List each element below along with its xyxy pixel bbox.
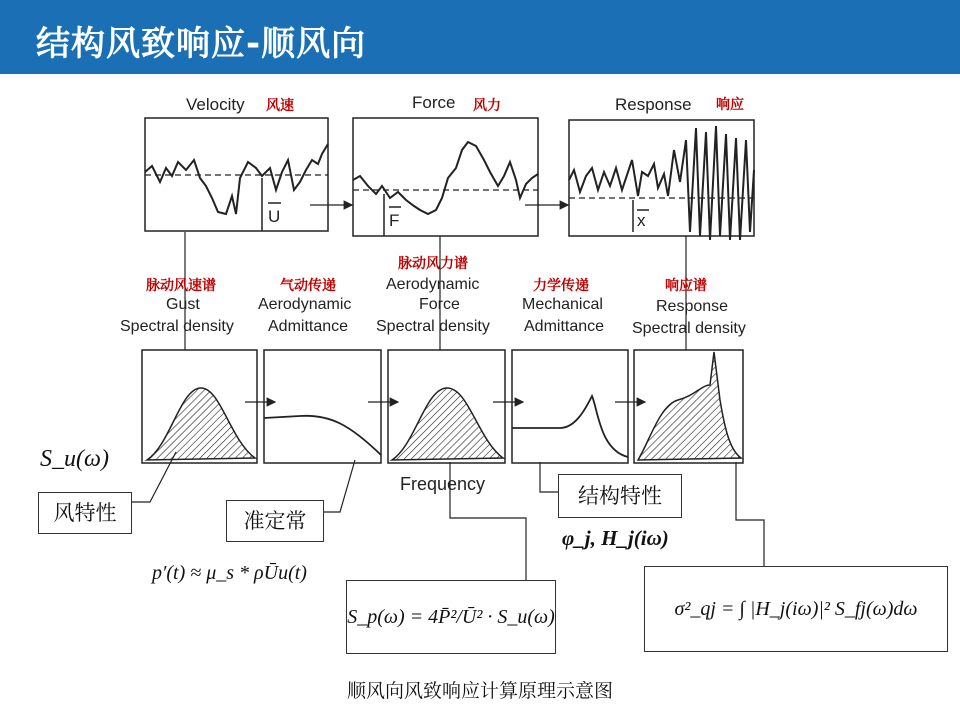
structure-characteristic-box: 结构特性 bbox=[558, 474, 682, 518]
force-spectrum-label-1: Aerodynamic bbox=[386, 276, 480, 293]
page-title: 结构风致响应-顺风向 bbox=[36, 24, 367, 64]
response-spectrum-cn: 响应谱 bbox=[665, 278, 707, 294]
response-label: Response bbox=[615, 95, 692, 114]
mech-admittance-panel bbox=[512, 350, 628, 463]
mech-admittance-label-1: Mechanical bbox=[522, 296, 603, 313]
force-mean-symbol: F bbox=[389, 211, 400, 230]
response-spectrum-label-2: Spectral density bbox=[632, 320, 746, 337]
force-spectrum-cn: 脉动风力谱 bbox=[398, 256, 468, 272]
gust-spectral-density-label: Spectral density bbox=[120, 318, 234, 335]
force-panel bbox=[353, 93, 538, 236]
su-formula: S_u(ω) bbox=[40, 446, 109, 472]
aero-admittance-label-2: Admittance bbox=[268, 318, 349, 335]
force-spectrum-label-3: Spectral density bbox=[376, 318, 490, 335]
phi-h-label: φ_j, H_j(iω) bbox=[562, 526, 669, 550]
force-equation: p′(t) ≈ μ_s * ρŪu(t) bbox=[152, 562, 307, 584]
response-panel bbox=[569, 95, 754, 240]
force-spectrum-panel bbox=[388, 350, 505, 463]
force-cn-label: 风力 bbox=[473, 98, 501, 114]
sp-equation: S_p(ω) = 4P̄²/Ū² · S_u(ω) bbox=[347, 605, 555, 628]
sp-equation-box bbox=[346, 580, 556, 654]
sigma-equation-box bbox=[644, 566, 948, 652]
response-spectrum-panel bbox=[634, 350, 743, 463]
velocity-cn-label: 风速 bbox=[266, 98, 294, 114]
force-spectrum-label-2: Force bbox=[419, 296, 460, 313]
quasi-steady-box: 准定常 bbox=[226, 500, 324, 542]
velocity-label: Velocity bbox=[186, 95, 245, 114]
mech-admittance-label-2: Admittance bbox=[524, 318, 605, 335]
response-mean-symbol: x bbox=[637, 211, 646, 230]
velocity-panel bbox=[145, 95, 328, 231]
aero-admittance-panel bbox=[264, 350, 381, 463]
gust-spectrum-cn: 脉动风速谱 bbox=[146, 278, 216, 294]
frequency-label: Frequency bbox=[400, 474, 486, 494]
response-spectrum-label-1: Response bbox=[656, 298, 729, 315]
force-label: Force bbox=[412, 93, 456, 112]
aero-admittance-cn: 气动传递 bbox=[280, 278, 336, 294]
figure-caption: 顺风向风致响应计算原理示意图 bbox=[346, 680, 613, 702]
velocity-mean-symbol: U bbox=[268, 207, 281, 226]
gust-label: Gust bbox=[166, 296, 200, 313]
response-cn-label: 响应 bbox=[716, 97, 744, 113]
wind-characteristic-box: 风特性 bbox=[38, 492, 132, 534]
aero-admittance-label-1: Aerodynamic bbox=[258, 296, 352, 313]
spectrum-labels bbox=[120, 255, 746, 337]
gust-spectrum-panel bbox=[142, 350, 257, 463]
sigma-equation: σ²_qj = ∫ |H_j(iω)|² S_fj(ω)dω bbox=[674, 597, 918, 620]
mech-admittance-cn: 力学传递 bbox=[533, 278, 589, 294]
